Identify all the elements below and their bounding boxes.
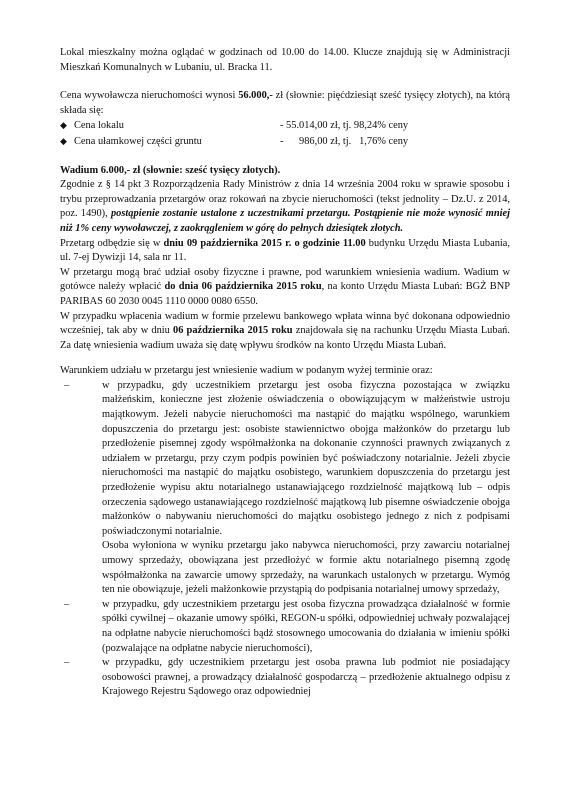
dash-bullet-icon: – (64, 657, 70, 669)
price-item-value: - 55.014,00 zł, tj. 98,24% ceny (280, 120, 409, 132)
price-item-value: - 986,00 zł, tj. 1,76% ceny (280, 135, 409, 147)
transfer-rest: znajdowała się na rachunku Urzędu Miasta Lubań. Za datę wniesienia wadium uważa się datę wpływu środków na konto Urzędu Miasta Lubań. (60, 325, 510, 351)
transfer-date: 06 października 2015 roku (173, 325, 293, 337)
deposit-paragraph (60, 266, 510, 310)
conditions-intro: Warunkiem udziału w przetargu jest wniesienie wadium w podanym wyżej terminie oraz: (60, 365, 433, 377)
list-item (60, 379, 510, 540)
deposit-account: , na konto Urzędu Miasta Lubań: BGŻ BNP PARIBAS 60 2030 0045 1110 0000 0080 6550. (60, 281, 510, 307)
spacer (60, 353, 510, 364)
list-item (60, 134, 510, 150)
list-item (60, 656, 510, 700)
auction-place: budynku Urzędu Miasta Lubania, ul. 7-ej Dywizji 14, sala nr 11. (60, 237, 510, 264)
viewing-paragraph: Lokal mieszkalny można oglądać w godzinach od 10.00 do 14.00. Klucze znajdują się w Administracji Mieszkań Komunalnych w Lubaniu, ul. Bracka 11. (60, 47, 510, 73)
regulation-paragraph (60, 178, 510, 236)
bid-increment-text: postąpienie zostanie ustalone z uczestnikami przetargu. Postąpienie nie może wynosić mniej niż 1% ceny wywoławczej, z zaokrągleniem w górę do pełnych dziesiątek złotych. (60, 208, 510, 234)
list-item (60, 118, 510, 134)
buyer-note: Osoba wyłoniona w wyniku przetargu jako nabywca nieruchomości, przy zawarciu notarialnej umowy sprzedaży, obowiązana jest przedłożyć w formie aktu notarialnego pisemną zgodę współmałżonka na zawarcie umowy sprzedaży, na warunkach ustalonych w przetargu. Wymóg ten nie obowiązuje, jeżeli małżonkowie przystąpią do podpisania notarialnej umowy sprzedaży, (102, 540, 510, 596)
price-breakdown-list (60, 118, 510, 149)
condition-text: w przypadku, gdy uczestnikiem przetargu jest osoba fizyczna prowadząca działalność w formie spółki cywilnej – okazanie umowy spółki, REGON-u spółki, odpowiedniej uchwały pozwalającej na odpłatne nabycie nieruchomości bądź stosownego umocowania do działania w imieniu spółki (pozwalające na odpłatne nabycie nieruchomości), (102, 598, 510, 654)
wadium-heading: Wadium 6.000,- zł (słownie: sześć tysięcy złotych). (60, 164, 281, 176)
diamond-bullet-icon: ◆ (60, 135, 67, 146)
dash-bullet-icon: – (64, 379, 70, 391)
price-rest: zł (słownie: pięćdziesiąt sześć tysięcy złotych), na którą składa się: (60, 90, 510, 116)
conditions-list-continued (60, 598, 510, 700)
price-intro: Cena wywoławcza nieruchomości wynosi (60, 90, 239, 102)
auction-date-intro: Przetarg odbędzie się w (60, 237, 164, 249)
transfer-intro: W przypadku wpłacenia wadium w formie przelewu bankowego wpłata winna być dokonana odpowiednio wcześniej, tak aby w dniu (60, 310, 510, 337)
conditions-list (60, 379, 510, 540)
spacer (60, 75, 510, 89)
price-paragraph (60, 89, 510, 118)
transfer-paragraph (60, 310, 510, 354)
spacer (60, 150, 510, 164)
condition-text: w przypadku, gdy uczestnikiem przetargu jest osoba fizyczna pozostająca w związku małżeńskim, konieczne jest złożenie oświadczenia o obowiązującym w małżeństwie ustroju majątkowym. Jeżeli nabycie nieruchomości ma nastąpić do majątku wspólnego, warunkiem dopuszczenia do przetargu jest: osobiste stawiennictwo obojga małżonków do przetargu lub przedłożenie pisemnej zgody współmałżonka na dokonanie czynności prawnych związanych z udziałem w przetargu, przy czym podpis powinien być poświadczony notarialnie. Jeżeli zbycie nieruchomości ma nastąpić do majątku osobistego, warunkiem dopuszczenia do przetargu jest przedłożenie wypisu aktu notarialnego ustanawiającego rozdzielność majątkową lub – odpis orzeczenia sądowego ustanawiającego rozdzielność majątkową lub pisemne oświadczenie obojga małżonków o nabywaniu nieruchomości do majątku osobistego jednego z nich z podpisami poświadczonymi notarialnie. (102, 379, 510, 537)
price-amount: 56.000,- (238, 90, 273, 102)
auction-date: dniu 09 października 2015 r. o godzinie 11.00 (163, 237, 366, 249)
list-item (60, 598, 510, 656)
deposit-intro: W przetargu mogą brać udział osoby fizyczne i prawne, pod warunkiem wniesienia wadium. Wadium w gotówce należy wpłacić (60, 266, 510, 293)
auction-date-paragraph (60, 237, 510, 266)
diamond-bullet-icon: ◆ (60, 120, 67, 131)
deposit-deadline: do dnia 06 października 2015 roku (164, 281, 322, 293)
condition-text: w przypadku, gdy uczestnikiem przetargu jest osoba prawna lub podmiot nie posiadający osobowości prawnej, a prowadzący działalność gospodarczą – przedłożenie aktualnego odpisu z Krajowego Rejestru Sądowego oraz odpowiedniej (102, 657, 510, 698)
regulation-text: Zgodnie z § 14 pkt 3 Rozporządzenia Rady Ministrów z dnia 14 września 2004 roku w sprawie sposobu i trybu przeprowadzania przetargów oraz rokowań na zbycie nieruchomości (tekst jednolity – Dz.U. z 2014, poz. 1490), (60, 179, 510, 220)
price-item-label: Cena lokalu (74, 120, 124, 132)
price-item-label: Cena ułamkowej części gruntu (74, 135, 202, 147)
dash-bullet-icon: – (64, 598, 70, 610)
